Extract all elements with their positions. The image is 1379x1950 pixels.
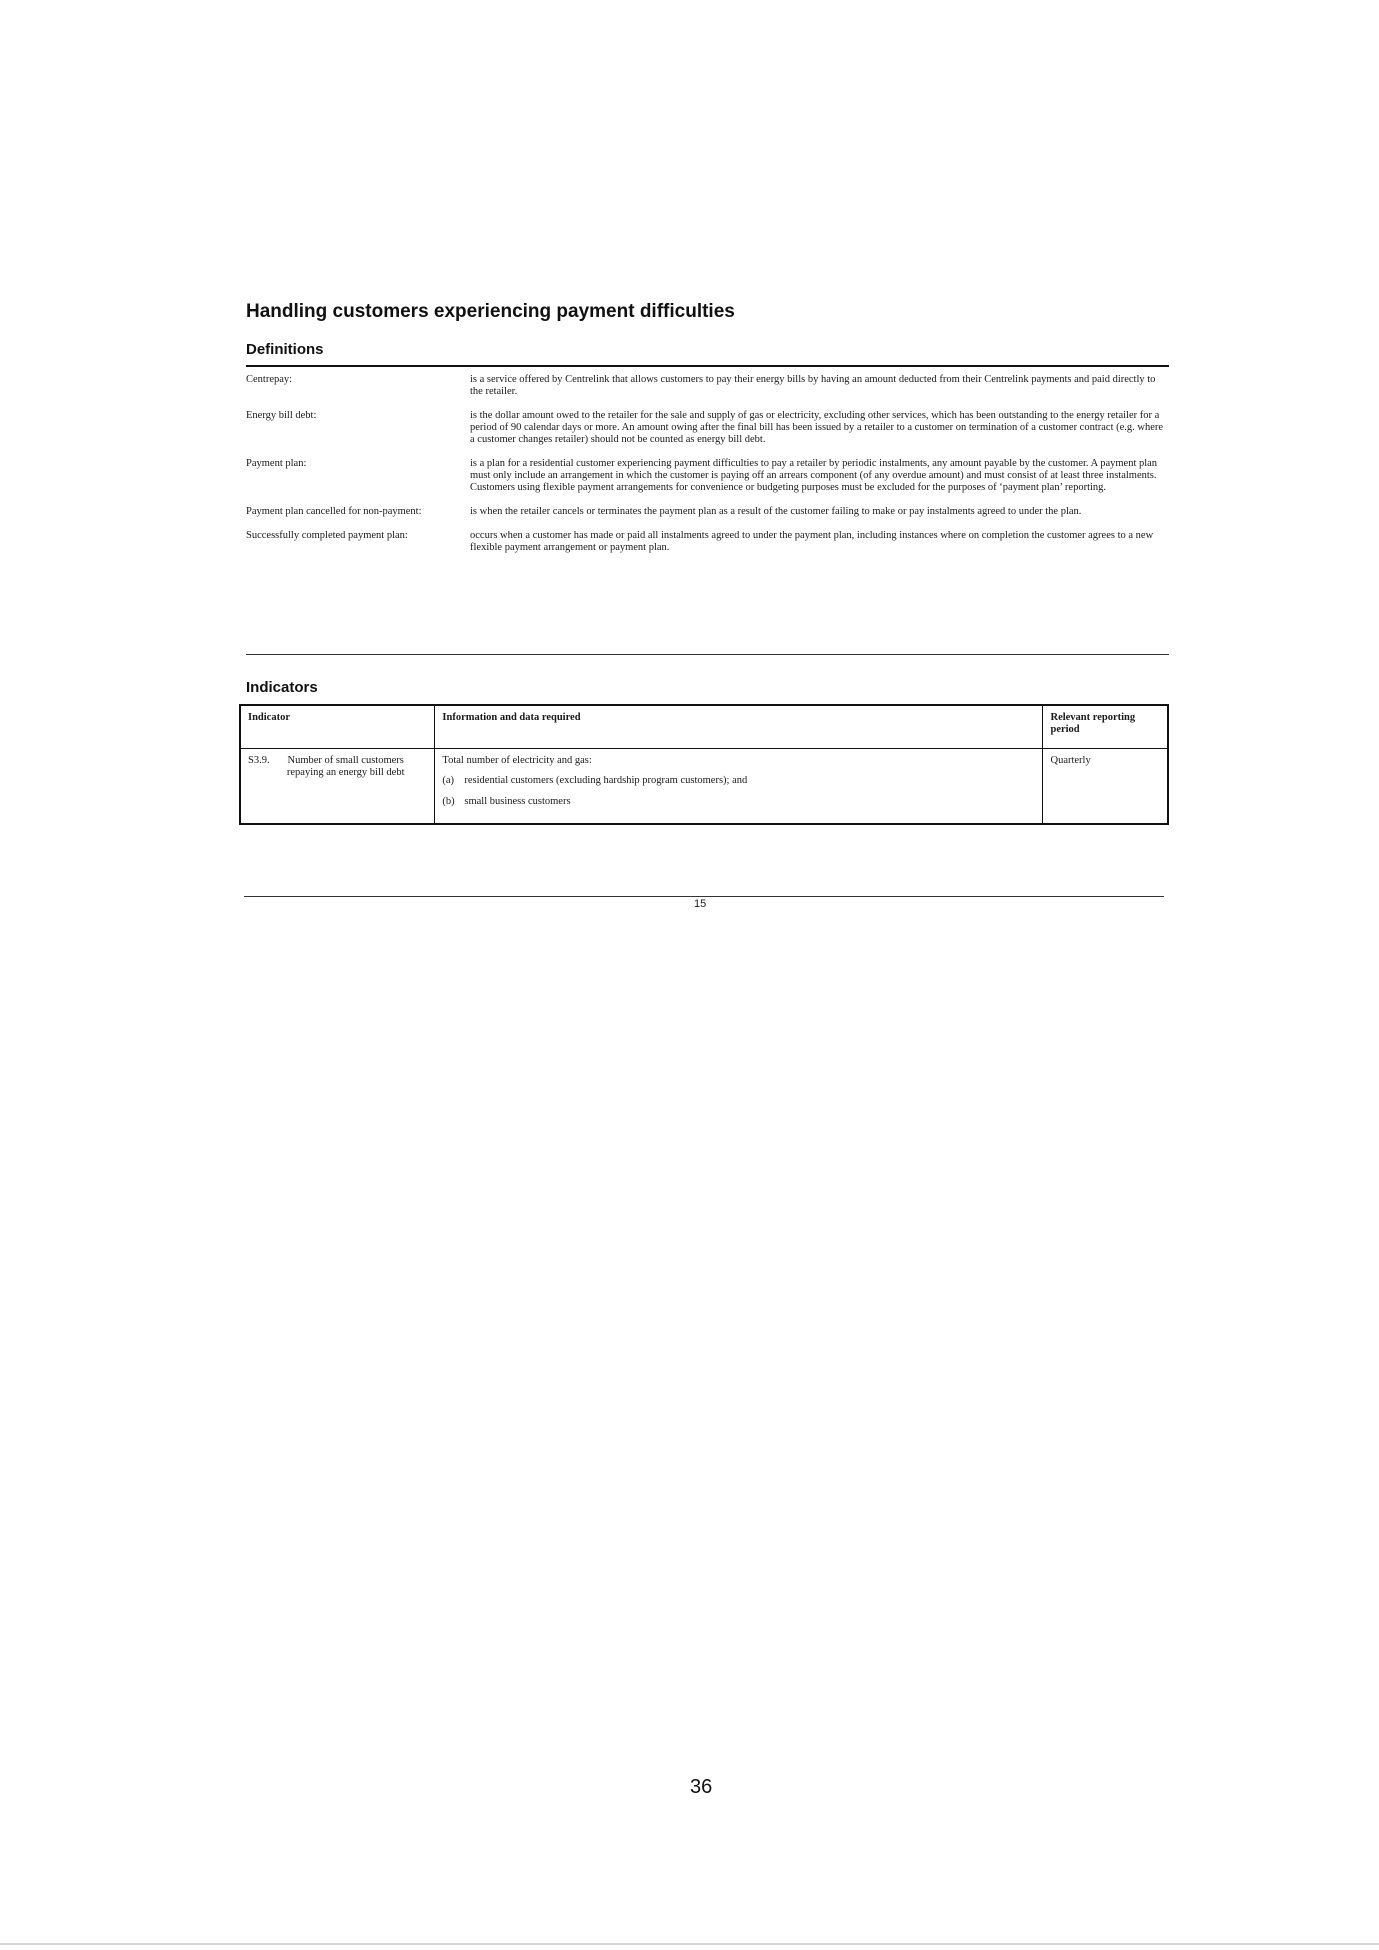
definition-term: Payment plan:: [246, 458, 307, 469]
information-item: [442, 796, 1035, 808]
table-header-period: Relevant reporting period: [1043, 705, 1168, 749]
footer-rule: [244, 896, 1164, 897]
definition-term: Energy bill debt:: [246, 410, 317, 421]
table-header-information: Information and data required: [435, 705, 1043, 749]
definition-description: is the dollar amount owed to the retailer for the sale and supply of gas or electricity, excluding other services, which has been outstanding to the energy retailer for a period of 90 calendar days or more. An amount owing after the final bill has been issued by a retailer to a customer on termination of a customer contract (e.g. where a customer changes retailer) should not be counted as energy bill debt.: [470, 410, 1164, 445]
definition-row: [246, 374, 1169, 398]
definitions-heading: Definitions: [246, 341, 324, 358]
definitions-list: [246, 374, 1169, 566]
definition-row: [246, 506, 1169, 518]
page-number: 36: [690, 1776, 713, 1798]
item-text: residential customers (excluding hardship program customers); and: [464, 775, 748, 786]
information-intro: Total number of electricity and gas:: [442, 755, 592, 766]
definition-description: occurs when a customer has made or paid all instalments agreed to under the payment plan, including instances where on completion the customer agrees to a new flexible payment arrangement or payment plan.: [470, 530, 1154, 553]
table-header-indicator: Indicator: [240, 705, 435, 749]
definitions-top-rule: [246, 365, 1169, 367]
definition-row: [246, 410, 1169, 446]
table-row: [240, 749, 1168, 825]
definition-description: is a service offered by Centrelink that allows customers to pay their energy bills by having an amount deducted from their Centrelink payments and paid directly to the retailer.: [470, 374, 1156, 397]
item-marker: (b): [442, 796, 455, 807]
indicator-text: Number of small customers repaying an energy bill debt: [286, 755, 405, 778]
definition-term: Centrepay:: [246, 374, 293, 385]
page-bottom-edge: [0, 1943, 1379, 1945]
indicators-heading: Indicators: [246, 679, 318, 696]
information-item: [442, 775, 1035, 787]
table-header-row: [240, 705, 1168, 749]
indicator-cell: [240, 749, 435, 825]
definition-description: is when the retailer cancels or terminates the payment plan as a result of the customer failing to make or pay instalments agreed to under the plan.: [470, 506, 1082, 517]
item-text: small business customers: [464, 796, 571, 807]
definition-term: Successfully completed payment plan:: [246, 530, 408, 541]
embedded-page-number: 15: [694, 898, 707, 910]
definition-description: is a plan for a residential customer experiencing payment difficulties to pay a retailer by periodic instalments, any amount payable by the customer. A payment plan must only include an arrangement in which the customer is paying off an arrears component (of any overdue amount) and must consist of at least three instalments. Customers using flexible payment arrangements for convenience or budgeting purposes must be excluded for the purposes of ‘payment plan’ reporting.: [470, 458, 1158, 493]
indicator-code: S3.9.: [248, 755, 270, 766]
definitions-bottom-rule: [246, 654, 1169, 655]
information-cell: [435, 749, 1043, 825]
definition-term: Payment plan cancelled for non-payment:: [246, 506, 422, 517]
period-cell: Quarterly: [1043, 749, 1168, 825]
section-title: Handling customers experiencing payment difficulties: [246, 301, 735, 322]
definition-row: [246, 530, 1169, 554]
item-marker: (a): [442, 775, 455, 786]
definition-row: [246, 458, 1169, 494]
indicators-table: [239, 704, 1169, 825]
